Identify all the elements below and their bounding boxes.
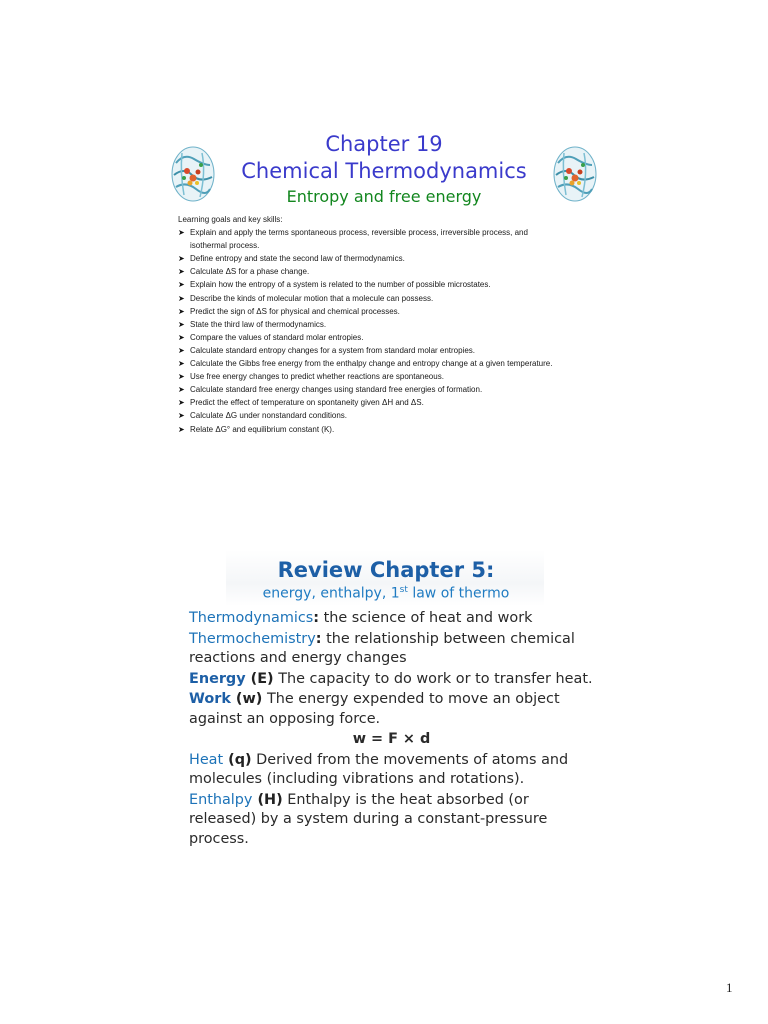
goal-text: Use free energy changes to predict whether reactions are spontaneous. (190, 372, 444, 382)
definition-text: The energy expended to move an object against an opposing force. (189, 691, 560, 727)
list-item (178, 305, 598, 318)
chapter-subject: Chemical Thermodynamics (241, 159, 527, 183)
goal-text: Describe the kinds of molecular motion that a molecule can possess. (190, 293, 434, 303)
list-item (178, 318, 598, 331)
term-symbol: (q) (223, 751, 252, 768)
arrowhead-bullet-icon: ➤ (178, 267, 185, 277)
list-item (178, 370, 598, 383)
goal-text: State the third law of thermodynamics. (190, 319, 327, 329)
goal-text: Calculate standard entropy changes for a system from standard molar entropies. (190, 345, 476, 355)
review-subtitle-text-end: law of thermo (407, 585, 510, 602)
arrowhead-bullet-icon: ➤ (178, 359, 185, 369)
review-subtitle-text: energy, enthalpy, 1 (262, 585, 400, 602)
list-item (178, 409, 598, 422)
review-title: Review Chapter 5: (277, 558, 495, 582)
goal-text: Predict the effect of temperature on spontaneity given ΔH and ΔS. (190, 398, 424, 408)
arrowhead-bullet-icon: ➤ (178, 345, 185, 355)
term-label: Work (189, 691, 231, 707)
definition-work (189, 690, 594, 729)
chapter-subtitle: Entropy and free energy (286, 187, 482, 206)
review-subtitle-superscript: st (399, 585, 408, 595)
term-colon: : (315, 630, 322, 647)
arrowhead-bullet-icon: ➤ (178, 424, 185, 434)
goal-text: Define entropy and state the second law of thermodynamics. (190, 254, 405, 264)
arrowhead-bullet-icon: ➤ (178, 411, 185, 421)
term-label: Heat (189, 751, 224, 768)
slide-review-chapter-5 (176, 550, 596, 880)
term-label: Enthalpy (189, 791, 253, 808)
definition-text: Enthalpy is the heat absorbed (or released) by a system during a constant-pressure process. (189, 791, 548, 847)
list-item (178, 278, 598, 291)
goal-text: Calculate the Gibbs free energy from the enthalpy change and entropy change at a given temperature. (190, 359, 553, 369)
term-label: Thermochemistry (189, 630, 316, 647)
arrowhead-bullet-icon: ➤ (178, 254, 185, 264)
list-item (178, 344, 598, 357)
term-label: Energy (189, 670, 246, 687)
list-item (178, 252, 598, 265)
list-item (178, 226, 598, 239)
term-label: Thermodynamics (189, 610, 314, 626)
learning-goals (178, 213, 598, 436)
definition-text: The capacity to do work or to transfer heat. (273, 670, 593, 687)
list-item (178, 265, 598, 278)
definition-text: Derived from the movements of atoms and molecules (including vibrations and rotations). (189, 751, 569, 787)
arrowhead-bullet-icon: ➤ (178, 280, 185, 290)
review-subtitle (176, 585, 596, 602)
list-item (178, 423, 598, 436)
goal-continuation: isothermal process. (190, 241, 260, 251)
goal-text: Relate ΔG° and equilibrium constant (K). (190, 424, 335, 434)
learning-goals-heading: Learning goals and key skills: (178, 215, 283, 224)
list-item (178, 383, 598, 396)
arrowhead-bullet-icon: ➤ (178, 228, 185, 238)
term-symbol: (E) (245, 670, 274, 687)
term-symbol: (H) (252, 791, 283, 808)
work-equation: w = F × d (352, 731, 431, 747)
list-item (178, 331, 598, 344)
arrowhead-bullet-icon: ➤ (178, 293, 185, 303)
list-item (178, 357, 598, 370)
goal-text: Calculate standard free energy changes using standard free energies of formation. (190, 385, 483, 395)
list-item (178, 292, 598, 305)
definition-heat (189, 751, 594, 790)
arrowhead-bullet-icon: ➤ (178, 319, 185, 329)
arrowhead-bullet-icon: ➤ (178, 372, 185, 382)
definition-thermodynamics (189, 609, 594, 629)
arrowhead-bullet-icon: ➤ (178, 306, 185, 316)
goal-text: Explain and apply the terms spontaneous process, reversible process, irreversible process, and (190, 228, 528, 238)
arrowhead-bullet-icon: ➤ (178, 332, 185, 342)
term-colon: : (313, 610, 320, 626)
page-number: 1 (726, 980, 733, 995)
review-body (189, 609, 594, 850)
chapter-title: Chapter 19 (325, 132, 443, 156)
goal-text: Calculate ΔS for a phase change. (190, 267, 310, 277)
goal-text: Explain how the entropy of a system is related to the number of possible microstates. (190, 280, 491, 290)
arrowhead-bullet-icon: ➤ (178, 385, 185, 395)
goal-text: Calculate ΔG under nonstandard conditions. (190, 411, 347, 421)
definition-enthalpy (189, 791, 594, 850)
term-symbol: (w) (230, 691, 263, 707)
definition-text: the relationship between chemical reactions and energy changes (189, 630, 575, 666)
goal-text: Predict the sign of ΔS for physical and chemical processes. (190, 306, 400, 316)
arrowhead-bullet-icon: ➤ (178, 398, 185, 408)
definition-text: the science of heat and work (319, 610, 533, 626)
goal-text: Compare the values of standard molar entropies. (190, 332, 364, 342)
slide-chapter-19 (168, 118, 600, 436)
list-item (178, 396, 598, 409)
definition-thermochemistry (189, 630, 594, 669)
definition-energy (189, 670, 594, 690)
